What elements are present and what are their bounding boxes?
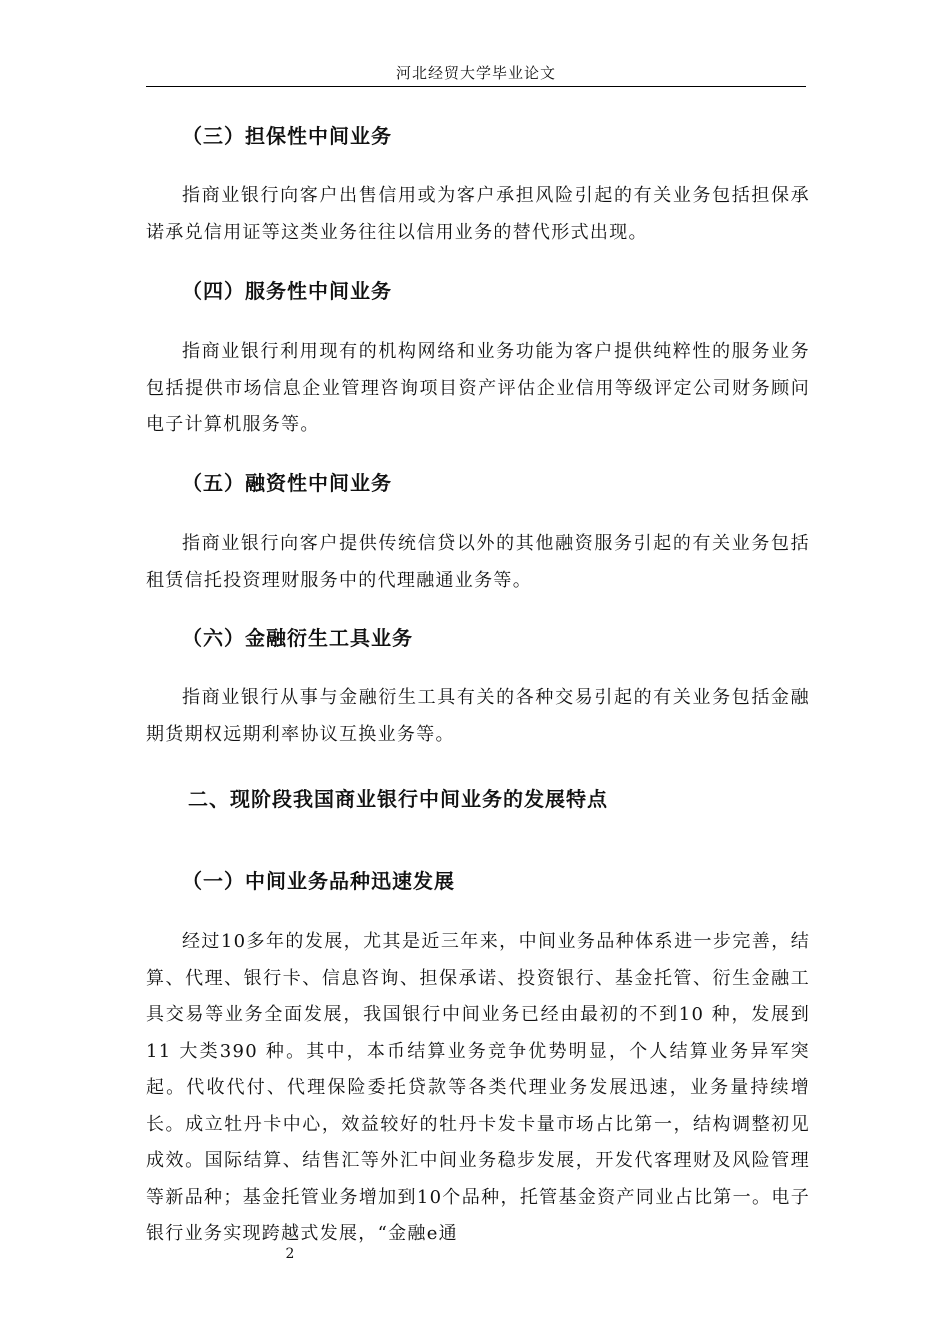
section-body-3: 指商业银行向客户出售信用或为客户承担风险引起的有关业务包括担保承诺承兑信用证等这类业务往往以信用业务的替代形式出现。 xyxy=(146,185,810,243)
subsection-heading: （一）中间业务品种迅速发展 xyxy=(182,869,455,893)
section-body-4: 指商业银行利用现有的机构网络和业务功能为客户提供纯粹性的服务业务包括提供市场信息企业管理咨询项目资产评估企业信用等级评定公司财务顾问电子计算机服务等。 xyxy=(146,341,810,435)
section-body-6: 指商业银行从事与金融衍生工具有关的各种交易引起的有关业务包括金融期货期权远期利率协议互换业务等。 xyxy=(146,687,810,745)
page-number: 2 xyxy=(285,1246,295,1262)
header-rule xyxy=(146,86,806,87)
running-header: 河北经贸大学毕业论文 xyxy=(395,64,556,82)
section-heading-4: （四）服务性中间业务 xyxy=(182,279,392,303)
section-heading-6: （六）金融衍生工具业务 xyxy=(182,626,413,650)
subsection-body: 经过10多年的发展，尤其是近三年来，中间业务品种体系进一步完善，结算、代理、银行卡、信息咨询、担保承诺、投资银行、基金托管、衍生金融工具交易等业务全面发展，我国银行中间业务已经由最初的不到10 种，发展到11 大类390 种。其中，本币结算业务竞争优势明显，个人结算业务异军突起。代收代付、代理保险委托贷款等各类代理业务发展迅速，业务量持续增长。成立牡丹卡中心，效益较好的牡丹卡发卡量市场占比第一，结构调整初见成效。国际结算、结售汇等外汇中间业务稳步发展，开发代客理财及风险管理等新品种；基金托管业务增加到10个品种，托管基金资产同业占比第一。电子银行业务实现跨越式发展，“金融e通 xyxy=(146,931,810,1244)
chapter-heading: 二、现阶段我国商业银行中间业务的发展特点 xyxy=(188,787,608,811)
section-body-5: 指商业银行向客户提供传统信贷以外的其他融资服务引起的有关业务包括租赁信托投资理财服务中的代理融通业务等。 xyxy=(146,533,810,591)
section-heading-5: （五）融资性中间业务 xyxy=(182,471,392,495)
section-heading-3: （三）担保性中间业务 xyxy=(182,124,392,148)
